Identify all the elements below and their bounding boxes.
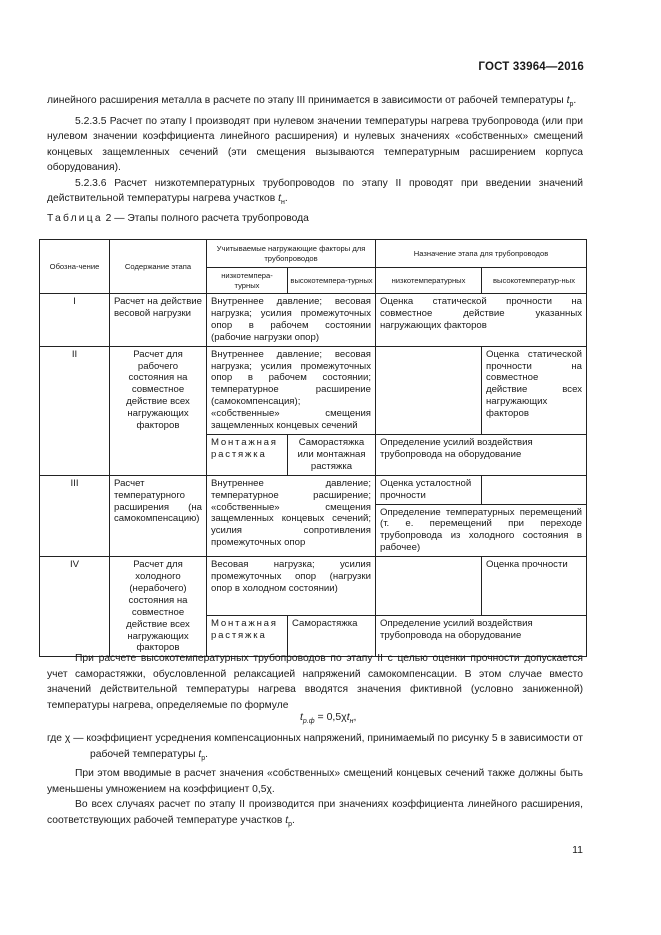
punctuation: . [292, 814, 295, 826]
table-row-stage-1 [40, 294, 587, 347]
stage-factors: Внутреннее давление; температурное расширение; «собственные» смещения защемленных концевых сечений; усилия сопротивления промежуточных опор [207, 475, 376, 556]
paragraph-5-2-3-6 [47, 176, 583, 211]
formula-subscript: н [349, 718, 354, 726]
table-header-row [40, 240, 587, 268]
table-row-stage-3 [40, 475, 587, 504]
paragraph-text: линейного расширения металла в расчете по этапу III принимается в зависимости от рабочей температуры [47, 95, 567, 106]
paragraph-text: 5.2.3.6 Расчет низкотемпературных трубопроводов по этапу II проводят при введении значений действительной температуры нагрева участков [47, 177, 583, 205]
formula [300, 711, 356, 725]
punctuation: , [353, 711, 357, 723]
stage-content: Расчет для рабочего состояния на совместное действие всех нагружающих факторов [110, 346, 207, 475]
variable-subscript: н [280, 199, 285, 207]
body-text-1 [47, 651, 583, 713]
stage-purpose-a: Оценка усталостной прочности [376, 475, 482, 504]
intro-text [47, 93, 583, 211]
stage-id: III [40, 475, 110, 556]
stage-content: Расчет температурного расширения (на самокомпенсацию) [110, 475, 207, 556]
punctuation: . [284, 193, 288, 205]
where-text: где χ — коэффициент усреднения компенсационных напряжений, принимаемый по рисунку 5 в зависимости от рабочей температуры [47, 733, 583, 760]
formula-variable: t [300, 711, 303, 723]
paragraph-5-2-3-5: 5.2.3.5 Расчет по этапу I производят при нулевом значении температуры нагрева трубопровода (или при нулевом значении коэффициента линейного расширения) и нулевых значениях «собственных» смещений концевых защемленных сечений (эти смещения вызываются температурным расширением корпуса оборудования). [47, 115, 583, 174]
variable: t [278, 193, 281, 205]
stage-purpose-sub: Определение усилий воздействия трубопровода на оборудование [376, 434, 587, 475]
table-row-stage-2 [40, 346, 587, 434]
paragraph-expansion-coefficient [47, 797, 583, 832]
paragraph-text: Во всех случаях расчет по этапу II производится при значениях коэффициента линейного расширения, соответствующих рабочей температуре участков [47, 799, 583, 826]
header-low-temp-factors: низкотемпера-турных [207, 268, 288, 294]
header-content: Содержание этапа [110, 240, 207, 294]
stage-content: Расчет для холодного (нерабочего) состояния на совместное действие всех нагружающих факторов [110, 557, 207, 657]
stage-purpose-high: Оценка статической прочности на совместное действие всех нагружающих факторов [482, 346, 587, 434]
stage-id: I [40, 294, 110, 347]
document-code: ГОСТ 33964—2016 [478, 61, 584, 73]
paragraph-continuation [47, 93, 583, 113]
formula-operator: = 0,5χ [314, 711, 347, 723]
variable: t [198, 748, 202, 760]
stage-factors: Внутреннее давление; весовая нагрузка; усилия промежуточных опор в рабочем состоянии; температурное расширение (самокомпенсация); «собственные» смещения защемленных концевых сечений [207, 346, 376, 434]
header-low-temp-purpose: низкотемпературных [376, 268, 482, 294]
punctuation: . [573, 95, 577, 106]
stage-purpose-high: Оценка прочности [482, 557, 587, 616]
where-clause [47, 731, 583, 766]
variable: t [566, 95, 570, 106]
stage-factors: Весовая нагрузка; усилия промежуточных опор (нагрузки опор в холодном состоянии) [207, 557, 376, 616]
stage-id: IV [40, 557, 110, 657]
stage-purpose-b: Определение температурных перемещений (т. е. перемещений при переходе трубопровода из холодного состояния в рабочее) [376, 504, 587, 557]
stage-purpose: Оценка статической прочности на совместное действие указанных нагружающих факторов [376, 294, 587, 347]
stage-high-temp-sub: Саморастяжка или монтажная растяжка [288, 434, 376, 475]
stage-low-temp-sub: Монтажная растяжка [207, 434, 288, 475]
punctuation: . [205, 748, 208, 760]
table-caption-word: Таблица [47, 213, 103, 224]
header-high-temp-purpose: высокотемператур-ных [482, 268, 587, 294]
variable-subscript: p [569, 101, 574, 109]
formula-variable: t [346, 711, 350, 723]
variable-subscript: р [288, 820, 292, 828]
table-row-stage-4 [40, 557, 587, 616]
paragraph-fictive-temperature: При расчете высокотемпературных трубопроводов по этапу II с целью оценки прочности допускается учет саморастяжки, обусловленной релаксацией напряжений самокомпенсации. В этом случае вместо значений действительной температуры нагрева вводятся значения фиктивной (условно заниженной) температуры нагрева, определяемые по формуле [47, 653, 583, 711]
header-high-temp-factors: высокотемпера-турных [288, 268, 376, 294]
stage-high-temp-sub: Саморастяжка [288, 615, 376, 657]
stage-purpose-low-empty [376, 557, 482, 616]
stage-purpose-high-empty [482, 475, 587, 504]
table-caption-text: 2 — Этапы полного расчета трубопровода [102, 213, 309, 224]
page-number: 11 [572, 844, 583, 856]
body-text-2 [47, 731, 583, 832]
stage-id: II [40, 346, 110, 475]
stage-factors: Внутреннее давление; весовая нагрузка; усилия промежуточных опор в рабочем состоянии (рабочие нагрузки опор) [207, 294, 376, 347]
stages-table [39, 239, 587, 657]
variable-subscript: р [201, 754, 206, 762]
stage-content: Расчет на действие весовой нагрузки [110, 294, 207, 347]
table-caption [47, 213, 309, 224]
variable: t [285, 814, 289, 826]
paragraph-displacements: При этом вводимые в расчет значения «собственных» смещений концевых сечений также должны быть уменьшены умножением на коэффициент 0,5χ. [47, 768, 583, 795]
stage-purpose-sub: Определение усилий воздействия трубопровода на оборудование [376, 615, 587, 657]
stage-low-temp-sub: Монтажная растяжка [207, 615, 288, 657]
formula-subscript: р.ф [302, 718, 315, 726]
stage-purpose-low-empty [376, 346, 482, 434]
header-designation: Обозна-чение [40, 240, 110, 294]
header-factors: Учитываемые нагружающие факторы для трубопроводов [207, 240, 376, 268]
header-purpose: Назначение этапа для трубопроводов [376, 240, 587, 268]
